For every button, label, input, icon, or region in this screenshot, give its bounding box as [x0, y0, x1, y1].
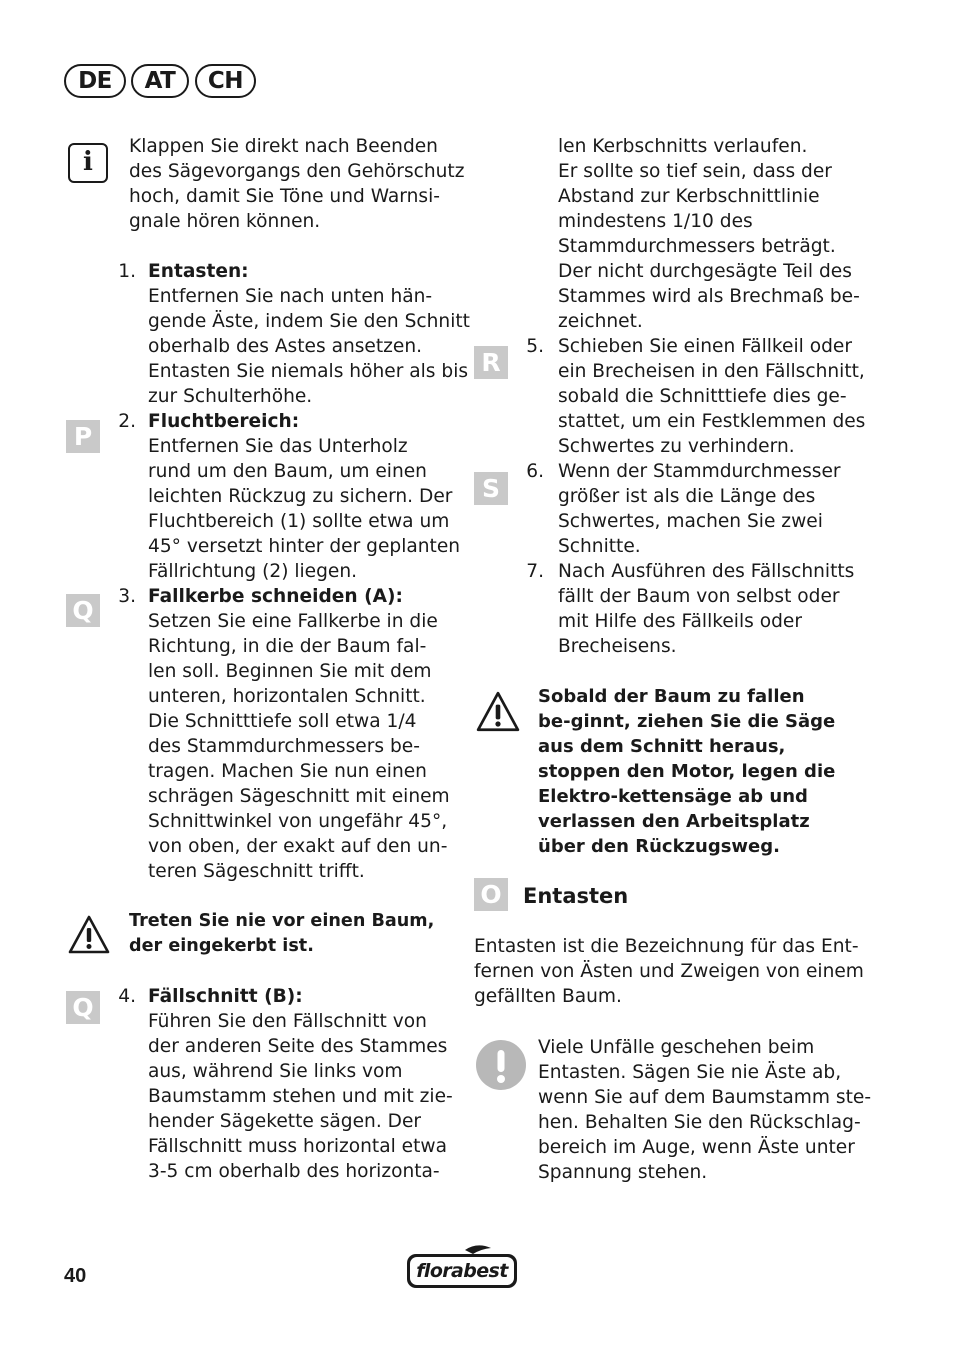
section-intro: Entasten ist die Bezeichnung für das Ent- fernen von Ästen und Zweigen von einem gefällten Baum.	[474, 936, 864, 1007]
step-3: Fallkerbe schneiden (A): Setzen Sie eine Fallkerbe in die Richtung, in die der Baum fal- len soll. Beginnen Sie mit dem unteren, horizontalen Schnitt. Die Schnitttiefe soll etwa 1/4 des Stammdurchmessers be- tragen. Machen Sie nun einen schrägen Sägeschnitt mit einem Schnittwinkel von ungefähr 45°, von oben, der exakt auf den un- teren Sägeschnitt trifft.	[148, 586, 450, 882]
page-number: 40	[64, 1265, 87, 1287]
badge-de: DE	[64, 64, 126, 98]
florabest-logo	[405, 1244, 519, 1290]
marker-q: Q	[66, 594, 100, 627]
exclamation-icon	[476, 1040, 526, 1090]
warning-text: Treten Sie nie vor einen Baum, der eingekerbt ist.	[129, 911, 435, 956]
section-title: Entasten	[523, 884, 629, 908]
step-2: Fluchtbereich: Entfernen Sie das Unterholz rund um den Baum, um einen leichten Rückzug zu sichern. Der Fluchtbereich (1) sollte etwa um 45° versetzt hinter der geplanten Fällrichtung (2) liegen.	[148, 411, 461, 582]
warning-text: Sobald der Baum zu fallen be-ginnt, ziehen Sie die Säge aus dem Schnitt heraus, stoppen den Motor, legen die Elektro-kettensäge ab und verlassen den Arbeitsplatz über den Rückzugsweg.	[538, 686, 836, 857]
step-6: Wenn der Stammdurchmesser größer ist als die Länge des Schwertes, machen Sie zwei Schnitte.	[558, 461, 841, 557]
step-1: Entasten: Entfernen Sie nach unten hän- gende Äste, indem Sie den Schnitt oberhalb des Astes ansetzen. Entasten Sie niemals höher als bis zur Schulterhöhe.	[148, 261, 470, 407]
step-7: Nach Ausführen des Fällschnitts fällt der Baum von selbst oder mit Hilfe des Fällkeils oder Brecheisens.	[558, 561, 855, 657]
step-5-number: 5.	[526, 336, 544, 357]
logo-text: florabest	[416, 1260, 508, 1282]
marker-s: S	[474, 472, 508, 505]
warning-icon	[475, 689, 521, 735]
marker-p: P	[66, 420, 100, 453]
warning-icon	[67, 913, 111, 957]
badge-at: AT	[131, 64, 189, 98]
caution-note: Viele Unfälle geschehen beim Entasten. Sägen Sie nie Äste ab, wenn Sie auf dem Baumstamm ste- hen. Behalten Sie den Rückschlag- bereich im Auge, wenn Äste unter Spannung stehen.	[538, 1037, 872, 1183]
marker-r: R	[474, 346, 508, 379]
step-4-continued: len Kerbschnitts verlaufen. Er sollte so tief sein, dass der Abstand zur Kerbschnittlinie mindestens 1/10 des Stammdurchmessers beträgt. Der nicht durchgesägte Teil des Stammes wird als Brechmaß be- zeichnet.	[558, 136, 860, 332]
step-4-number: 4.	[118, 986, 136, 1007]
marker-q: Q	[66, 991, 100, 1024]
info-icon: i	[68, 143, 108, 183]
step-4: Fällschnitt (B): Führen Sie den Fällschnitt von der anderen Seite des Stammes aus, während Sie links vom Baumstamm stehen und mit zie- hender Sägekette sägen. Der Fällschnitt muss horizontal etwa 3-5 cm oberhalb des horizonta-	[148, 986, 453, 1182]
step-6-number: 6.	[526, 461, 544, 482]
step-3-number: 3.	[118, 586, 136, 607]
step-1-number: 1.	[118, 261, 136, 282]
step-7-number: 7.	[526, 561, 544, 582]
info-note: Klappen Sie direkt nach Beenden des Sägevorgangs den Gehörschutz hoch, damit Sie Töne und Warnsi- gnale hören können.	[129, 136, 465, 232]
badge-ch: CH	[195, 64, 256, 98]
step-5: Schieben Sie einen Fällkeil oder ein Brecheisen in den Fällschnitt, sobald die Schnitttiefe dies ge- stattet, um ein Festklemmen des Schwertes zu verhindern.	[558, 336, 866, 457]
marker-o: O	[474, 878, 508, 911]
step-2-number: 2.	[118, 411, 136, 432]
